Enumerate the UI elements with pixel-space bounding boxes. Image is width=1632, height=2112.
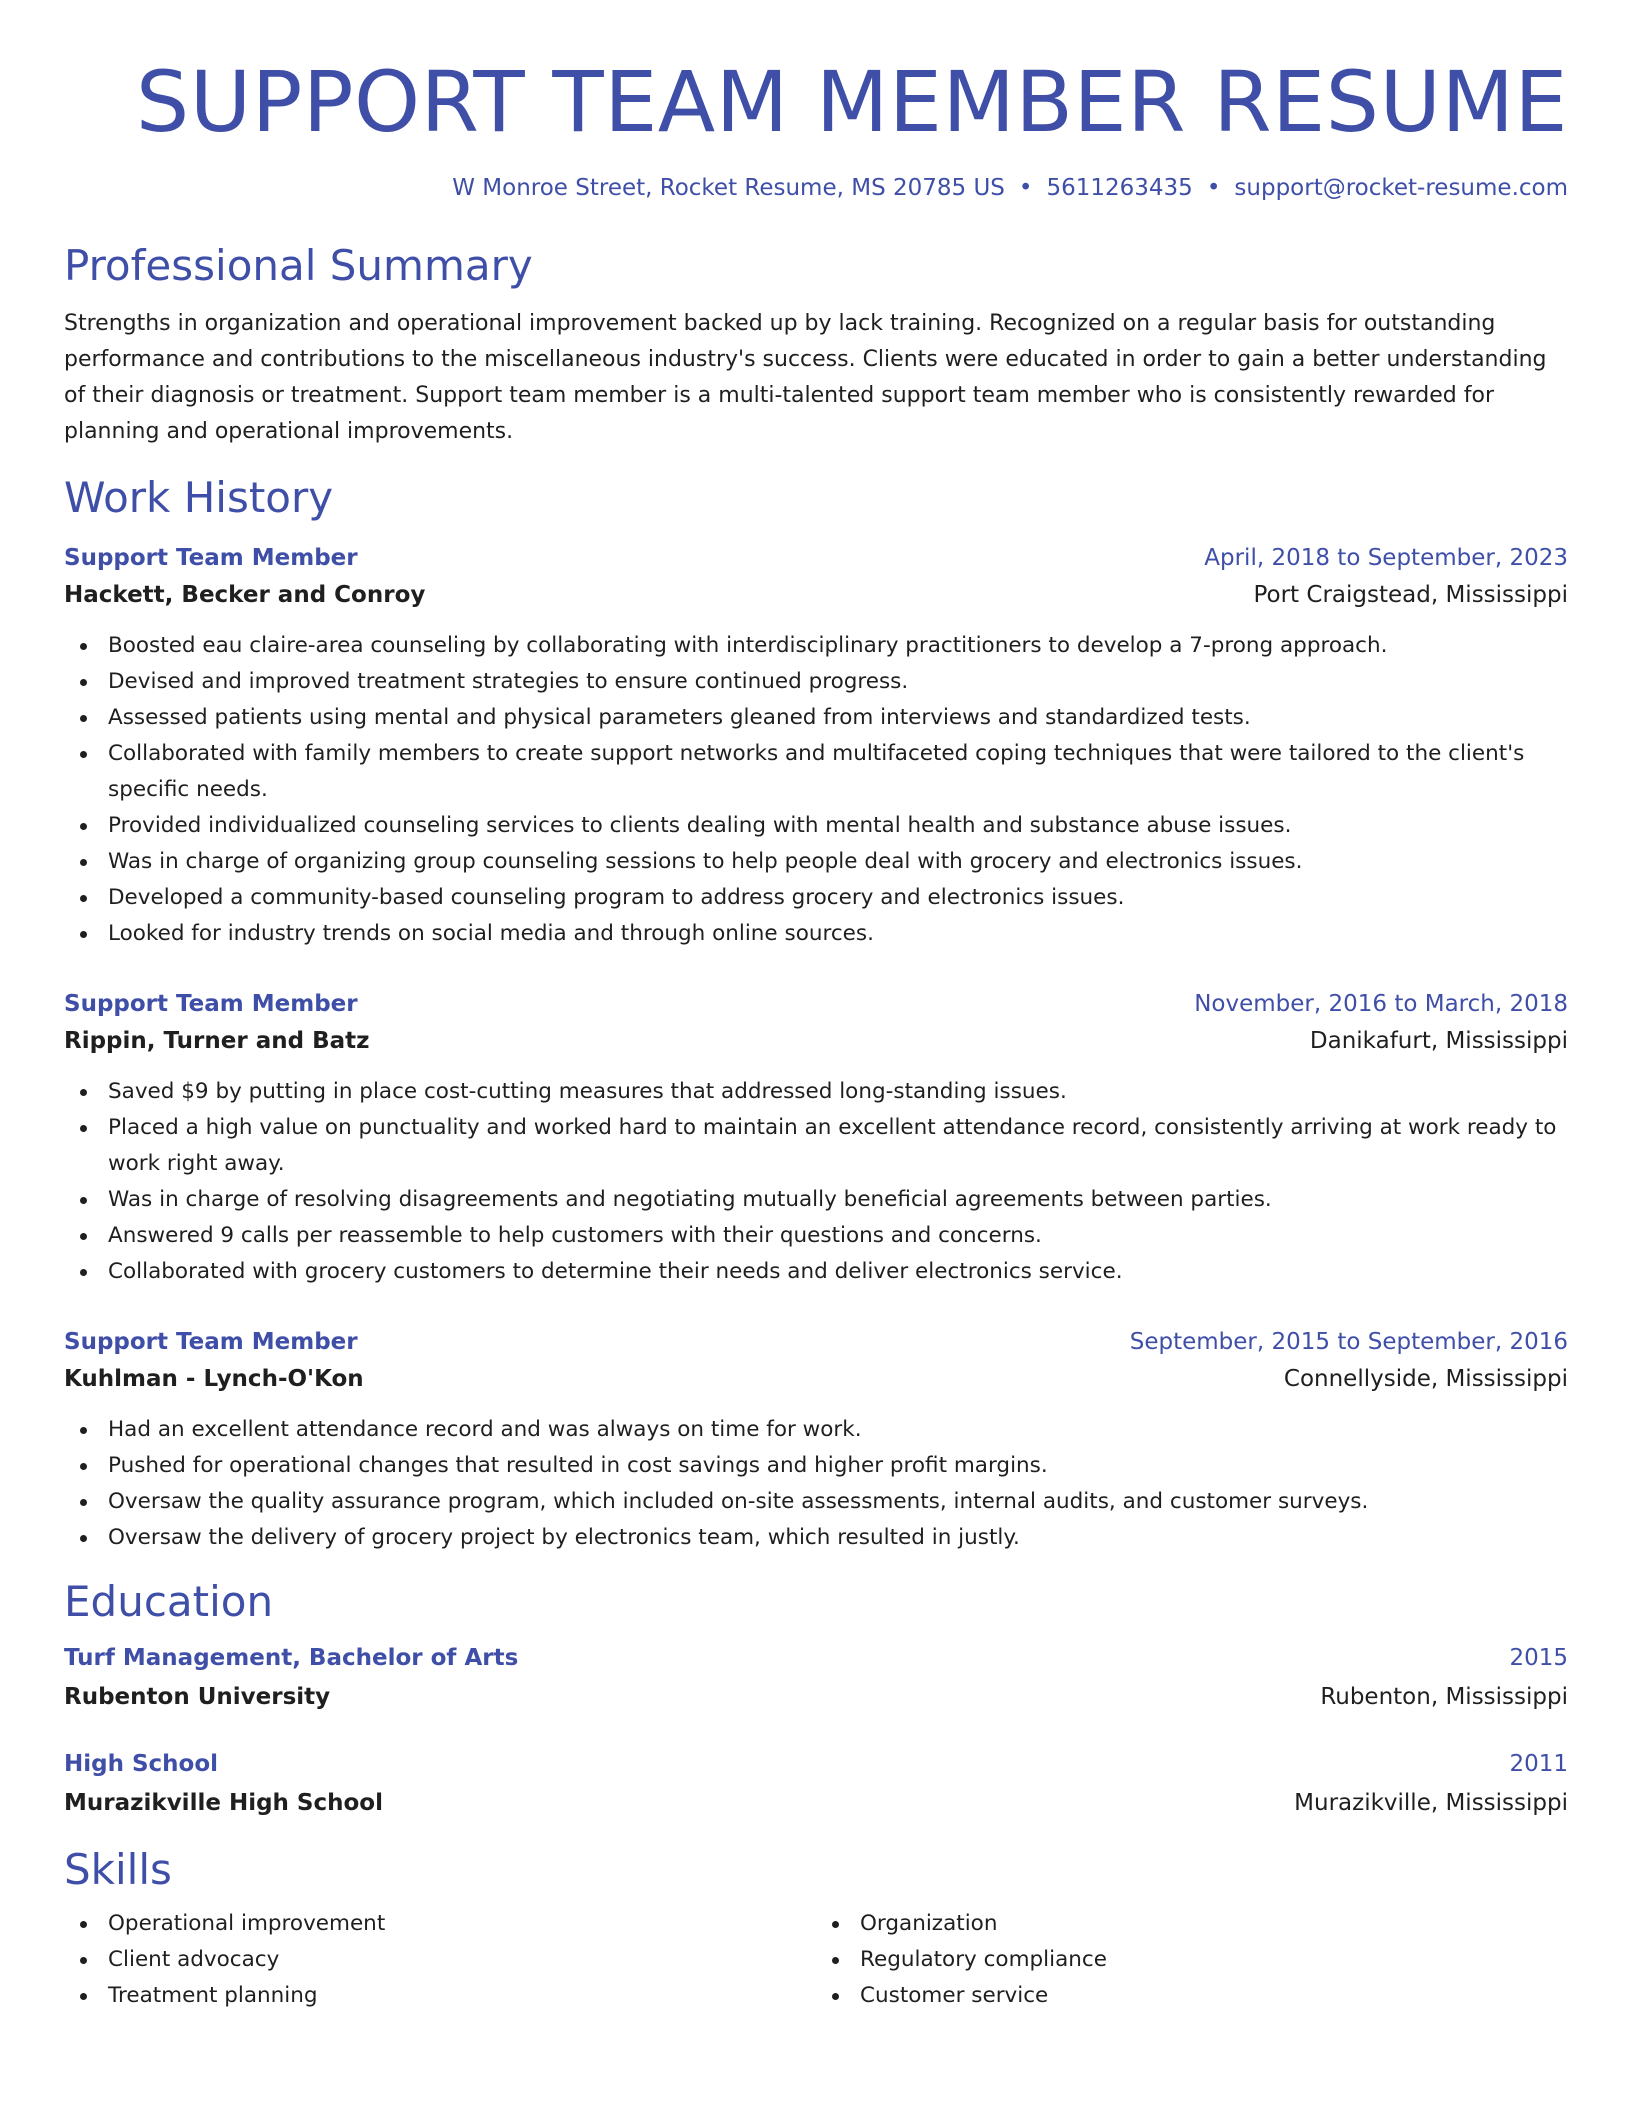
summary-text: Strengths in organization and operational improvement backed up by lack training. Recognized on a regular basis for outstanding performance and contributions to the miscellaneous industry's success. Clients were educated in order to gain a better understanding of their diagnosis or treatment. Support team member is a multi-talented support team member who is consistently rewarded for planning and operational improvements.	[64, 311, 1547, 444]
job-bullet: Provided individualized counseling services to clients dealing with mental health and substance abuse issues.	[64, 808, 1568, 844]
job-bullet: Was in charge of resolving disagreements and negotiating mutually beneficial agreements between parties.	[64, 1182, 1568, 1218]
job-dates: April, 2018 to September, 2023	[1204, 545, 1568, 571]
job-entry	[64, 540, 1568, 952]
job-company: Hackett, Becker and Conroy	[64, 582, 426, 608]
skills-list	[64, 1906, 1568, 2014]
job-role: Support Team Member	[64, 545, 358, 571]
education-school: Rubenton University	[64, 1684, 331, 1710]
job-bullet: Collaborated with family members to create support networks and multifaceted coping techniques that were tailored to the client's specific needs.	[64, 736, 1568, 808]
summary-heading: Professional Summary	[64, 241, 533, 290]
skills-column-right	[816, 1906, 1568, 2014]
contact-separator: •	[1206, 175, 1221, 201]
education-location: Murazikville, Mississippi	[1294, 1790, 1568, 1816]
skill-item: Operational improvement	[64, 1906, 816, 1942]
job-role: Support Team Member	[64, 1329, 358, 1355]
skill-item: Client advocacy	[64, 1942, 816, 1978]
contact-email[interactable]: support@rocket-resume.com	[1234, 175, 1568, 201]
skills-heading: Skills	[64, 1845, 172, 1894]
contact-address: W Monroe Street, Rocket Resume, MS 20785 US	[452, 175, 1005, 201]
job-bullet: Boosted eau claire-area counseling by collaborating with interdisciplinary practitioners to develop a 7-prong approach.	[64, 628, 1568, 664]
job-entry	[64, 1324, 1568, 1556]
job-bullet: Oversaw the delivery of grocery project by electronics team, which resulted in justly.	[64, 1520, 1568, 1556]
contact-line	[64, 172, 1568, 204]
skill-item: Organization	[816, 1906, 1568, 1942]
job-location: Danikafurt, Mississippi	[1309, 1028, 1568, 1054]
job-bullet: Oversaw the quality assurance program, which included on-site assessments, internal audits, and customer surveys.	[64, 1484, 1568, 1520]
job-bullet: Placed a high value on punctuality and worked hard to maintain an excellent attendance record, consistently arriving at work ready to work right away.	[64, 1110, 1568, 1182]
resume-header	[64, 0, 1568, 204]
job-role: Support Team Member	[64, 991, 358, 1017]
education-entry	[64, 1746, 1568, 1824]
job-bullet: Collaborated with grocery customers to determine their needs and deliver electronics service.	[64, 1254, 1568, 1290]
skill-item: Treatment planning	[64, 1978, 816, 2014]
contact-phone: 5611263435	[1046, 175, 1193, 201]
education-heading: Education	[64, 1577, 274, 1626]
resume-title: SUPPORT TEAM MEMBER RESUME	[135, 53, 1568, 151]
job-bullet: Was in charge of organizing group counseling sessions to help people deal with grocery and electronics issues.	[64, 844, 1568, 880]
job-company: Kuhlman - Lynch-O'Kon	[64, 1366, 364, 1392]
job-entry	[64, 986, 1568, 1290]
skills-column-left	[64, 1906, 816, 2014]
education-school: Murazikville High School	[64, 1790, 383, 1816]
job-bullets	[64, 1412, 1568, 1556]
education-degree: High School	[64, 1751, 219, 1777]
skill-item: Regulatory compliance	[816, 1942, 1568, 1978]
job-bullet: Pushed for operational changes that resulted in cost savings and higher profit margins.	[64, 1448, 1568, 1484]
job-company: Rippin, Turner and Batz	[64, 1028, 370, 1054]
work-history-heading: Work History	[64, 473, 334, 522]
education-location: Rubenton, Mississippi	[1320, 1684, 1568, 1710]
job-location: Connellyside, Mississippi	[1283, 1366, 1568, 1392]
job-bullet: Developed a community-based counseling program to address grocery and electronics issues.	[64, 880, 1568, 916]
job-dates: September, 2015 to September, 2016	[1129, 1329, 1568, 1355]
skill-item: Customer service	[816, 1978, 1568, 2014]
job-bullet: Looked for industry trends on social media and through online sources.	[64, 916, 1568, 952]
contact-separator: •	[1018, 175, 1033, 201]
job-bullet: Assessed patients using mental and physical parameters gleaned from interviews and standardized tests.	[64, 700, 1568, 736]
education-year: 2015	[1509, 1645, 1568, 1671]
job-bullet: Saved $9 by putting in place cost-cutting measures that addressed long-standing issues.	[64, 1074, 1568, 1110]
job-dates: November, 2016 to March, 2018	[1194, 991, 1568, 1017]
education-year: 2011	[1509, 1751, 1568, 1777]
job-bullet: Had an excellent attendance record and was always on time for work.	[64, 1412, 1568, 1448]
job-bullet: Devised and improved treatment strategies to ensure continued progress.	[64, 664, 1568, 700]
education-degree: Turf Management, Bachelor of Arts	[64, 1645, 519, 1671]
education-entry	[64, 1640, 1568, 1718]
job-bullets	[64, 1074, 1568, 1290]
job-bullet: Answered 9 calls per reassemble to help customers with their questions and concerns.	[64, 1218, 1568, 1254]
job-bullets	[64, 628, 1568, 952]
job-location: Port Craigstead, Mississippi	[1253, 582, 1568, 608]
